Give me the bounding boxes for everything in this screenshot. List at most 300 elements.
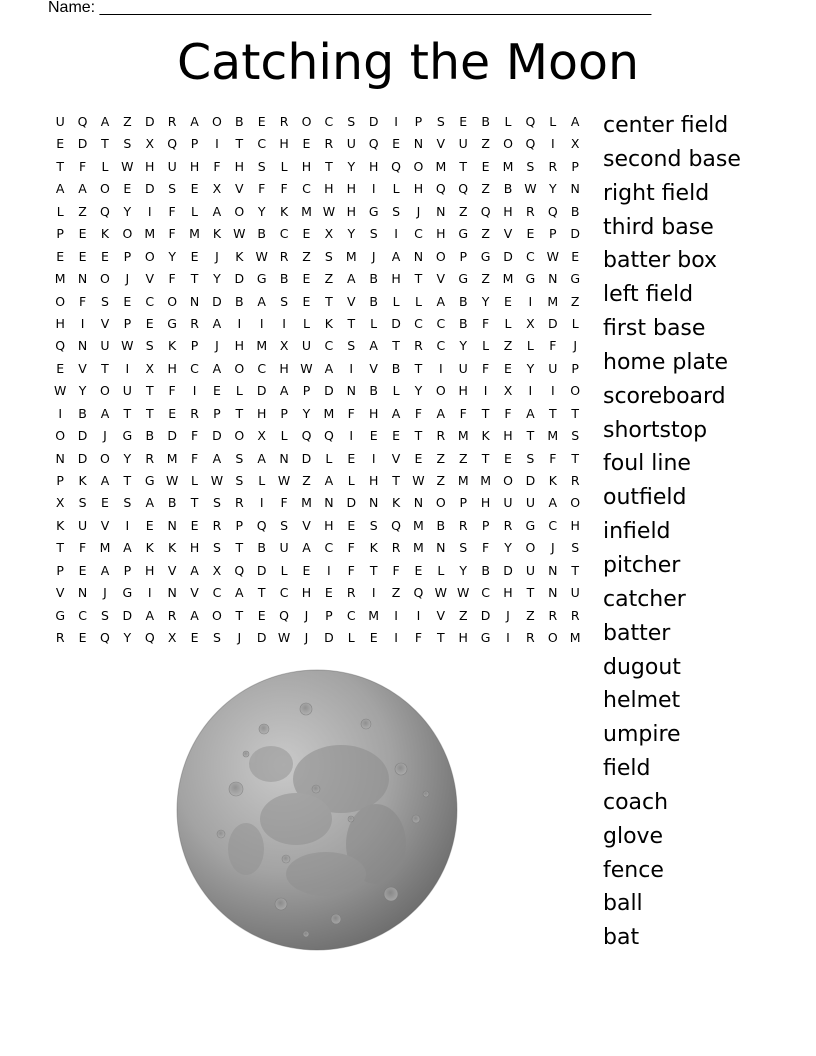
grid-letter: Q [391,517,401,533]
grid-letter: J [103,428,107,444]
word-list-item: fence [603,857,664,883]
grid-letter: P [190,136,199,152]
grid-letter: F [78,158,87,174]
grid-letter: U [525,495,535,511]
grid-letter: M [166,450,178,466]
grid-letter: E [145,517,154,533]
grid-letter: F [213,158,221,174]
grid-letter: V [369,360,378,376]
grid-letter: T [190,271,199,287]
grid-letter: S [212,540,221,556]
grid-letter: P [549,226,557,242]
grid-letter: I [506,630,510,646]
grid-letter: E [190,181,199,197]
grid-letter: B [391,360,401,376]
grid-letter: Y [347,226,356,242]
grid-letter: L [303,315,310,331]
grid-letter: Z [458,607,468,623]
grid-letter: F [392,562,400,578]
grid-letter: A [123,540,132,556]
grid-letter: R [190,315,199,331]
grid-letter: R [414,338,423,354]
grid-letter: E [459,114,468,129]
grid-letter: D [480,607,491,623]
grid-letter: W [546,248,559,264]
grid-letter: Z [503,338,513,354]
grid-letter: T [325,293,333,309]
grid-letter: Y [347,158,356,174]
grid-letter: C [145,293,155,309]
grid-letter: O [55,428,66,444]
grid-letter: A [212,360,222,376]
grid-letter: L [504,315,512,331]
grid-letter: M [502,158,514,174]
grid-letter: F [414,630,423,646]
grid-letter: D [144,114,155,129]
grid-letter: N [167,517,177,533]
grid-letter: O [212,114,222,129]
grid-letter: G [122,428,133,444]
grid-letter: A [212,315,222,331]
grid-letter: F [347,562,355,578]
grid-letter: H [503,203,513,219]
grid-letter: S [235,450,244,466]
grid-letter: B [570,203,580,219]
grid-letter: P [280,405,288,421]
grid-letter: F [549,450,557,466]
grid-letter: E [302,562,311,578]
grid-letter: B [257,540,266,556]
grid-letter: K [145,540,154,556]
grid-letter: A [302,540,311,556]
word-list-item: batter box [603,248,718,274]
grid-letter: G [525,517,536,533]
grid-letter: O [435,495,446,511]
grid-letter: E [101,248,109,264]
word-list-item: catcher [603,586,686,612]
grid-letter: T [145,383,154,399]
grid-letter: G [570,271,581,287]
grid-letter: F [280,181,288,197]
grid-letter: A [570,114,580,129]
grid-letter: N [324,495,334,511]
grid-letter: O [234,360,245,376]
grid-letter: K [369,540,378,556]
grid-letter: C [324,338,334,354]
grid-letter: F [459,405,467,421]
grid-letter: S [235,473,244,488]
grid-letter: H [145,158,155,174]
grid-letter: A [145,495,155,511]
grid-letter: S [369,517,378,533]
grid-letter: N [548,585,558,601]
grid-letter: M [301,495,312,511]
grid-letter: R [55,630,65,646]
grid-letter: Z [458,203,468,219]
grid-letter: D [167,428,177,444]
grid-letter: U [279,540,289,556]
grid-letter: P [213,405,221,421]
grid-letter: I [371,181,376,197]
grid-letter: E [504,360,512,376]
word-list-item: umpire [603,722,681,748]
grid-letter: F [168,383,176,399]
grid-letter: R [190,405,199,421]
grid-letter: T [56,540,65,556]
grid-letter: T [101,136,109,152]
grid-letter: D [77,428,88,444]
word-list-item: right field [603,180,710,206]
grid-letter: C [257,360,267,376]
grid-letter: S [324,248,333,264]
grid-letter: Z [302,248,311,264]
grid-letter: R [526,203,535,219]
grid-letter: T [235,405,244,421]
grid-letter: E [145,315,154,331]
grid-letter: O [525,540,536,556]
grid-letter: J [550,540,555,556]
grid-letter: G [480,630,491,646]
grid-letter: T [235,136,244,152]
grid-letter: R [145,450,155,466]
grid-letter: M [413,517,424,533]
grid-letter: Q [435,181,446,197]
grid-letter: L [549,114,557,129]
grid-letter: C [257,136,267,152]
grid-letter: B [167,495,177,511]
grid-letter: V [55,585,65,601]
grid-letter: H [189,158,200,174]
grid-letter: T [235,540,244,556]
grid-letter: B [257,226,266,242]
grid-letter: C [190,360,199,376]
grid-letter: V [346,293,356,309]
grid-letter: R [234,495,244,511]
grid-letter: A [145,607,155,623]
grid-letter: I [259,315,264,331]
grid-letter: T [459,158,468,174]
grid-letter: I [550,136,555,152]
grid-letter: I [147,203,152,219]
grid-letter: I [371,585,376,601]
grid-letter: M [189,226,200,242]
grid-letter: T [257,585,266,601]
grid-letter: U [503,495,513,511]
grid-letter: D [234,271,245,287]
grid-letter: E [414,562,423,578]
grid-letter: Y [213,271,221,287]
grid-letter: X [324,226,334,242]
grid-letter: I [394,630,398,646]
grid-letter: S [459,540,468,556]
grid-letter: Y [123,203,132,219]
grid-letter: J [215,338,219,354]
grid-letter: V [100,517,110,533]
grid-letter: P [235,517,244,533]
grid-letter: D [346,495,357,511]
grid-letter: E [571,248,580,264]
grid-letter: Q [279,607,290,623]
grid-letter: H [301,585,312,601]
grid-letter: L [235,383,243,399]
grid-letter: T [123,473,132,488]
grid-letter: N [548,271,558,287]
grid-letter: I [550,383,555,399]
grid-letter: H [413,181,424,197]
grid-letter: F [504,405,512,421]
grid-letter: A [190,607,199,623]
grid-letter: A [100,562,110,578]
grid-letter: X [55,495,65,511]
word-list-item: ball [603,891,643,917]
grid-letter: X [570,136,580,152]
grid-letter: J [371,248,376,264]
grid-letter: E [526,226,535,242]
grid-letter: U [548,360,558,376]
grid-letter: G [256,271,267,287]
grid-letter: Q [391,158,401,174]
name-field[interactable]: Name: ______________________________________________________________ [48,0,652,16]
grid-letter: M [368,607,380,623]
grid-letter: C [279,226,289,242]
grid-letter: Q [100,630,110,646]
grid-letter: J [304,607,309,623]
grid-letter: Q [368,136,379,152]
grid-letter: G [144,473,155,488]
grid-letter: A [235,585,244,601]
grid-letter: W [322,203,336,219]
grid-letter: Y [302,405,311,421]
word-list-item: outfield [603,485,687,511]
grid-letter: M [413,540,424,556]
grid-letter: O [413,158,424,174]
grid-letter: O [234,428,245,444]
grid-letter: P [571,158,579,174]
grid-letter: C [212,585,222,601]
grid-letter: A [212,450,222,466]
grid-letter: G [525,271,536,287]
grid-letter: X [145,136,155,152]
grid-letter: H [436,226,446,242]
grid-letter: W [54,383,67,399]
grid-letter: F [347,405,355,421]
grid-letter: F [549,338,557,354]
grid-letter: X [279,338,289,354]
grid-letter: R [346,585,356,601]
grid-letter: I [483,383,488,399]
grid-letter: T [190,495,199,511]
grid-letter: E [78,562,87,578]
grid-letter: O [212,607,222,623]
grid-letter: E [347,517,356,533]
grid-letter: H [324,181,334,197]
grid-letter: K [100,226,110,242]
grid-letter: O [570,383,581,399]
grid-letter: Z [570,293,580,309]
grid-letter: I [528,383,533,399]
grid-letter: X [145,360,155,376]
grid-letter: I [259,495,264,511]
grid-letter: T [392,338,400,354]
grid-letter: M [323,405,335,421]
grid-letter: T [101,360,109,376]
grid-letter: Y [481,293,490,309]
grid-letter: A [100,473,110,488]
grid-letter: K [212,226,222,242]
word-list-item: scoreboard [603,383,726,409]
grid-letter: G [122,585,133,601]
word-list-item: helmet [603,688,681,714]
grid-letter: D [525,473,536,488]
grid-letter: N [436,540,446,556]
grid-letter: O [301,114,312,129]
grid-letter: I [438,360,443,376]
grid-letter: A [526,405,535,421]
grid-letter: N [167,585,177,601]
grid-letter: E [257,114,266,129]
grid-letter: U [167,158,177,174]
grid-letter: E [56,136,65,152]
grid-letter: Z [481,181,490,197]
grid-letter: A [100,405,110,421]
word-list-item: bat [603,925,640,951]
grid-letter: O [503,136,513,152]
grid-letter: C [414,315,423,331]
grid-letter: E [302,136,311,152]
grid-letter: C [324,540,334,556]
grid-letter: A [190,114,199,129]
grid-letter: Q [525,136,536,152]
grid-letter: L [280,562,288,578]
grid-letter: R [526,630,535,646]
grid-letter: C [346,607,356,623]
grid-letter: N [77,271,88,287]
grid-letter: S [212,630,221,646]
grid-letter: F [414,405,423,421]
grid-letter: C [324,114,334,129]
grid-letter: T [414,428,423,444]
grid-letter: F [190,428,199,444]
grid-letter: T [526,585,535,601]
grid-letter: L [504,114,512,129]
grid-letter: H [167,360,177,376]
grid-letter: A [436,293,446,309]
grid-letter: T [571,562,579,578]
grid-letter: H [570,517,580,533]
grid-letter: Z [391,585,401,601]
grid-letter: S [347,114,356,129]
grid-letter: T [526,428,535,444]
grid-letter: X [212,181,222,197]
grid-letter: A [78,181,87,197]
grid-letter: G [55,607,66,623]
grid-letter: D [212,428,222,444]
grid-letter: A [548,495,558,511]
grid-letter: V [302,517,311,533]
grid-letter: V [190,585,199,601]
grid-letter: C [302,181,311,197]
grid-letter: U [346,136,356,152]
grid-letter: S [101,607,109,623]
grid-letter: Q [458,181,469,197]
grid-letter: I [349,360,354,376]
grid-letter: I [416,607,421,623]
grid-letter: D [256,562,267,578]
moon-illustration [176,669,458,951]
grid-letter: P [56,473,64,488]
grid-letter: B [145,428,155,444]
grid-letter: F [347,540,355,556]
grid-letter: M [457,473,469,488]
grid-letter: T [392,473,400,488]
grid-letter: V [436,271,446,287]
grid-letter: G [458,226,469,242]
grid-letter: V [436,607,446,623]
word-list-item: first base [603,316,706,342]
grid-letter: T [369,562,378,578]
grid-letter: B [235,114,244,129]
word-list-item: foul line [603,451,691,477]
grid-letter: L [347,630,355,646]
grid-letter: K [391,495,401,511]
grid-letter: E [324,585,333,601]
grid-letter: P [459,248,467,264]
grid-letter: D [324,630,334,646]
grid-letter: J [103,585,107,601]
grid-letter: T [145,405,154,421]
grid-letter: U [100,338,110,354]
grid-letter: L [258,473,266,488]
grid-letter: C [526,248,535,264]
grid-letter: N [55,450,65,466]
grid-letter: M [256,338,268,354]
grid-letter: L [280,158,288,174]
grid-letter: B [481,114,490,129]
grid-letter: N [570,181,580,197]
grid-letter: W [300,360,313,376]
grid-letter: E [481,158,490,174]
grid-letter: M [502,271,514,287]
grid-letter: I [192,383,197,399]
grid-letter: W [121,158,134,174]
grid-letter: T [123,405,132,421]
grid-letter: G [458,271,469,287]
grid-letter: C [279,585,289,601]
grid-letter: S [347,338,356,354]
grid-letter: Z [526,607,535,623]
grid-letter: A [257,293,266,309]
grid-letter: H [234,338,245,354]
grid-letter: E [78,248,87,264]
grid-letter: T [481,405,490,421]
grid-letter: O [144,248,155,264]
word-list-item: coach [603,789,669,815]
grid-letter: I [237,315,242,331]
grid-letter: L [392,181,400,197]
grid-letter: K [235,248,244,264]
grid-letter: C [78,607,87,623]
grid-letter: B [369,383,378,399]
grid-letter: I [80,315,85,331]
grid-letter: N [436,203,446,219]
grid-letter: F [482,540,490,556]
grid-letter: O [435,248,446,264]
grid-letter: V [167,562,177,578]
grid-letter: R [548,158,558,174]
grid-letter: Q [100,203,110,219]
grid-letter: G [167,315,177,331]
grid-letter: S [168,181,177,197]
